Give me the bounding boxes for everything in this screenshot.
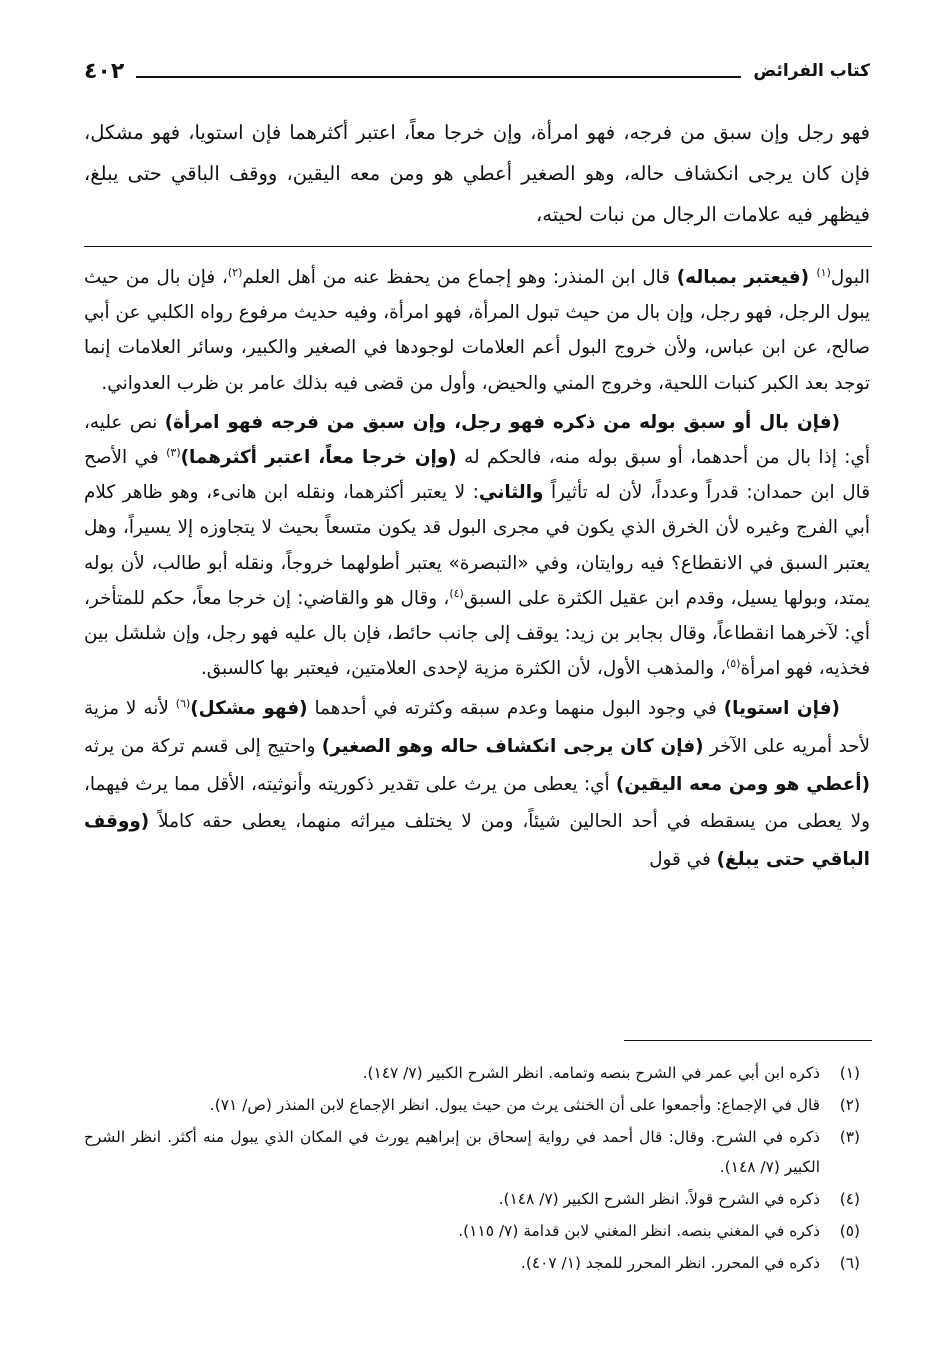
footnotes: [84, 1058, 870, 1280]
footnote-number: (١): [839, 1064, 860, 1082]
footnote-number: (٢): [839, 1096, 860, 1114]
commentary-text: نص عليه، أي: إذا بال من أحدهما، أو سبق بوله منه، فالحكم له: [84, 411, 870, 469]
header-rule: [136, 76, 741, 78]
running-header: [84, 56, 870, 86]
footnote-item: [84, 1122, 870, 1182]
footnote-text: قال في الإجماع: وأجمعوا على أن الخنثى يرث من حيث يبول. انظر الإجماع لابن المنذر (ص/ ٧١).: [209, 1096, 820, 1114]
footnote-number: (٥): [839, 1222, 860, 1240]
quoted-main-text: (أعطي هو ومن معه اليقين): [615, 773, 870, 795]
footnote-number: (٦): [839, 1254, 860, 1272]
footnote-ref: (٢): [227, 265, 243, 279]
footnote-text: ذكره ابن أبي عمر في الشرح بنصه وتمامه. انظر الشرح الكبير (٧/ ١٤٧).: [362, 1064, 820, 1082]
commentary-text: في قول: [649, 848, 717, 870]
footnote-text: ذكره في المغني بنصه. انظر المغني لابن قدامة (٧/ ١١٥).: [458, 1222, 820, 1240]
footnote-ref: (٣): [166, 445, 181, 459]
main-text-paragraph: فهو رجل وإن سبق من فرجه، فهو امرأة، وإن خرجا معاً، اعتبر أكثرهما فإن استويا، فهو مشكل، فإن كان يرجى انكشاف حاله، وهو الصغير أعطي هو ومن معه اليقين، ووقف الباقي حتى يبلغ، فيظهر فيه علامات الرجال من نبات لحيته،: [84, 121, 870, 226]
quoted-main-text: (فهو مشكل): [190, 698, 308, 720]
commentary-text: قال ابن المنذر: وهو إجماع من يحفظ عنه من أهل العلم: [242, 267, 677, 288]
commentary-text: أي: يعطى من يرث على تقدير ذكوريته وأنوثيته، الأقل مما يرث فيهما، ولا يعطى من يسقطه في أحد الحالين شيئاً، ومن لا يختلف ميراثه منهما، يعطى حقه كاملاً: [84, 773, 870, 833]
commentary-paragraph-1: [84, 260, 870, 401]
bold-term: والثاني: [478, 482, 544, 504]
footnote-ref: (٦): [175, 697, 191, 711]
quoted-main-text: (ووقف الباقي حتى يبلغ): [84, 811, 870, 870]
quoted-main-text: (وإن خرجا معاً، اعتبر أكثرهما): [180, 447, 457, 469]
commentary-text: ، فإن بال من حيث يبول الرجل، فهو رجل، وإن بال من حيث تبول المرأة، فهو امرأة، وفيه حديث مرفوع رواه الكلبي عن أبي صالح، عن ابن عباس، ولأن خروج البول أعم العلامات لوجودها في الصغير والكبير، وسائر العلامات إنما توجد بعد الكبر كنبات اللحية، وخروج المني والحيض، وأول من قضى فيه بذلك عامر بن ظرب العدواني.: [84, 267, 870, 394]
footnote-item: [84, 1216, 870, 1246]
footnote-text: ذكره في المحرر. انظر المحرر للمجد (١/ ٤٠٧).: [520, 1254, 820, 1272]
footnote-ref: (٥): [725, 657, 741, 671]
commentary-paragraph-2: [84, 405, 870, 687]
footnote-item: [84, 1090, 870, 1120]
footnote-divider: [624, 1040, 872, 1041]
quoted-main-text: (فإن استويا): [723, 698, 840, 720]
footnote-number: (٣): [839, 1128, 860, 1146]
footnote-item: [84, 1058, 870, 1088]
quoted-main-text: (فيعتبر بمباله): [676, 267, 817, 288]
footnote-number: (٤): [839, 1190, 860, 1208]
commentary-text: ، وقال هو والقاضي: إن خرجا معاً، حكم للمتأخر، أي: لآخرهما انقطاعاً، وقال بجابر بن زيد: يوقف إلى جانب حائط، فإن بال عليه فهو رجل، وإن شلشل بين فخذيه، فهو امرأة: [84, 587, 870, 680]
commentary-text: ، والمذهب الأول، لأن الكثرة مزية لإحدى العلامتين، فيعتبر بها كالسبق.: [200, 658, 726, 680]
footnote-text: ذكره في الشرح قولاً. انظر الشرح الكبير (٧/ ١٤٨).: [498, 1190, 820, 1208]
quoted-main-text: (فإن كان يرجى انكشاف حاله وهو الصغير): [321, 736, 704, 758]
commentary-text: في الأصح قال ابن حمدان: قدراً وعدداً، لأن له تأثيراً: [84, 447, 871, 504]
main-text-divider: [84, 246, 872, 247]
commentary-text: : لا يعتبر أكثرهما، ونقله ابن هانىء، وهو ظاهر كلام أبي الفرج وغيره لأن الخرق الذي يكون في مجرى البول قد يكون متسعاً بحيث لا يتجاوزه إلا يسيراً، وهل يعتبر السبق في الانقطاع؟ فيه روايتان، وفي «التبصرة» يعتبر أطولهما خروجاً، ونقله أبو طالب، لأن بوله يمتد، وبولها يسيل، وقدم ابن عقيل الكثرة على السبق: [84, 482, 870, 609]
book-title: كتاب الفرائض: [753, 61, 870, 81]
commentary-text: البول: [830, 267, 870, 288]
footnote-item: [84, 1184, 870, 1214]
footnote-ref: (٤): [449, 586, 464, 600]
footnote-ref: (١): [816, 265, 831, 279]
footnote-item: [84, 1248, 870, 1278]
quoted-main-text: (فإن بال أو سبق بوله من ذكره فهو رجل، وإن سبق من فرجه فهو امرأة): [164, 411, 840, 433]
commentary-text: لأنه لا مزية لأحد أمريه على الآخر: [84, 698, 871, 758]
commentary: [84, 260, 870, 878]
commentary-text: في وجود البول منهما وعدم سبقه وكثرته في أحدهما: [307, 698, 724, 720]
commentary-paragraph-3: [84, 690, 870, 878]
main-text: [84, 112, 870, 235]
page-number: ٤٠٢: [84, 58, 125, 84]
commentary-text: واحتيج إلى قسم تركة من يرثه: [84, 736, 322, 758]
footnote-text: ذكره في الشرح. وقال: قال أحمد في رواية إسحاق بن إبراهيم يورث في المكان الذي يبول منه أكثر. انظر الشرح الكبير (٧/ ١٤٨).: [84, 1128, 820, 1176]
